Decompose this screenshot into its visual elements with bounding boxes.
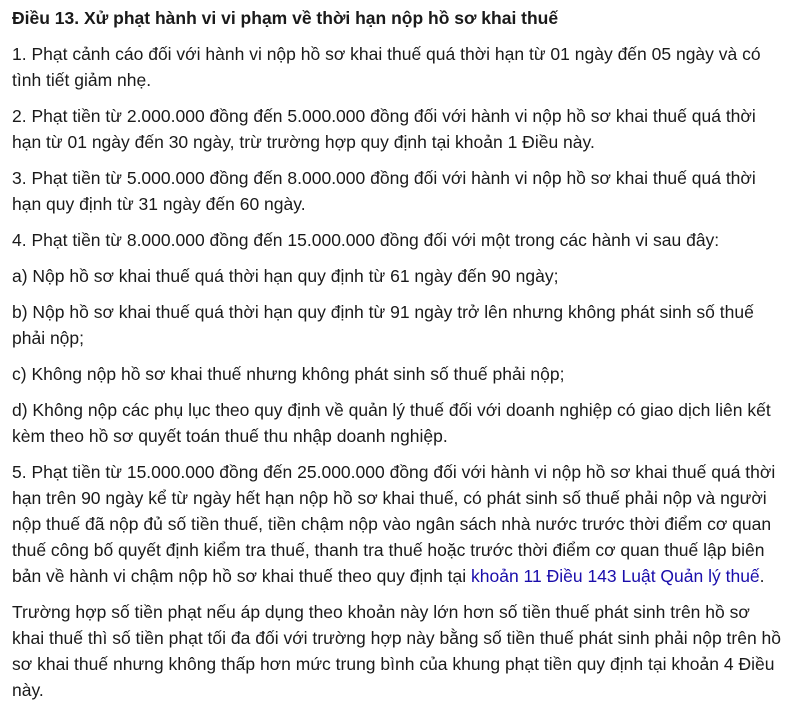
closing-paragraph: Trường hợp số tiền phạt nếu áp dụng theo khoản này lớn hơn số tiền thuế phát sinh trên hồ sơ khai thuế thì số tiền phạt tối đa đối với trường hợp này bằng số tiền thuế phát sinh phải nộp trên hồ sơ khai thuế nhưng không thấp hơn mức trung bình của khung phạt tiền quy định tại khoản 4 Điều này. xyxy=(12,602,782,700)
clause-5-end: . xyxy=(759,566,765,586)
clause-1: 1. Phạt cảnh cáo đối với hành vi nộp hồ sơ khai thuế quá thời hạn từ 01 ngày đến 05 ngày và có tình tiết giảm nhẹ. xyxy=(12,44,761,90)
clause-4d: d) Không nộp các phụ lục theo quy định về quản lý thuế đối với doanh nghiệp có giao dịch liên kết kèm theo hồ sơ quyết toán thuế thu nhập doanh nghiệp. xyxy=(12,400,771,446)
clause-4c: c) Không nộp hồ sơ khai thuế nhưng không phát sinh số thuế phải nộp; xyxy=(12,364,565,384)
clause-4a: a) Nộp hồ sơ khai thuế quá thời hạn quy định từ 61 ngày đến 90 ngày; xyxy=(12,266,559,286)
clause-2: 2. Phạt tiền từ 2.000.000 đồng đến 5.000.000 đồng đối với hành vi nộp hồ sơ khai thuế quá thời hạn từ 01 ngày đến 30 ngày, trừ trường hợp quy định tại khoản 1 Điều này. xyxy=(12,106,756,152)
clause-5 xyxy=(12,459,786,589)
article-title: Điều 13. Xử phạt hành vi vi phạm về thời hạn nộp hồ sơ khai thuế xyxy=(12,8,559,28)
clause-4b: b) Nộp hồ sơ khai thuế quá thời hạn quy định từ 91 ngày trở lên nhưng không phát sinh số thuế phải nộp; xyxy=(12,302,754,348)
law-reference-link[interactable]: khoản 11 Điều 143 Luật Quản lý thuế xyxy=(471,566,760,586)
clause-5-text: 5. Phạt tiền từ 15.000.000 đồng đến 25.000.000 đồng đối với hành vi nộp hồ sơ khai thuế quá thời hạn trên 90 ngày kể từ ngày hết hạn nộp hồ sơ khai thuế, có phát sinh số thuế phải nộp và người nộp thuế đã nộp đủ số tiền thuế, tiền chậm nộp vào ngân sách nhà nước trước thời điểm cơ quan thuế công bố quyết định kiểm tra thuế, thanh tra thuế hoặc trước thời điểm cơ quan thuế lập biên bản về hành vi chậm nộp hồ sơ khai thuế theo quy định tại xyxy=(12,462,776,586)
clause-4: 4. Phạt tiền từ 8.000.000 đồng đến 15.000.000 đồng đối với một trong các hành vi sau đây: xyxy=(12,230,720,250)
clause-3: 3. Phạt tiền từ 5.000.000 đồng đến 8.000.000 đồng đối với hành vi nộp hồ sơ khai thuế quá thời hạn quy định từ 31 ngày đến 60 ngày. xyxy=(12,168,756,214)
